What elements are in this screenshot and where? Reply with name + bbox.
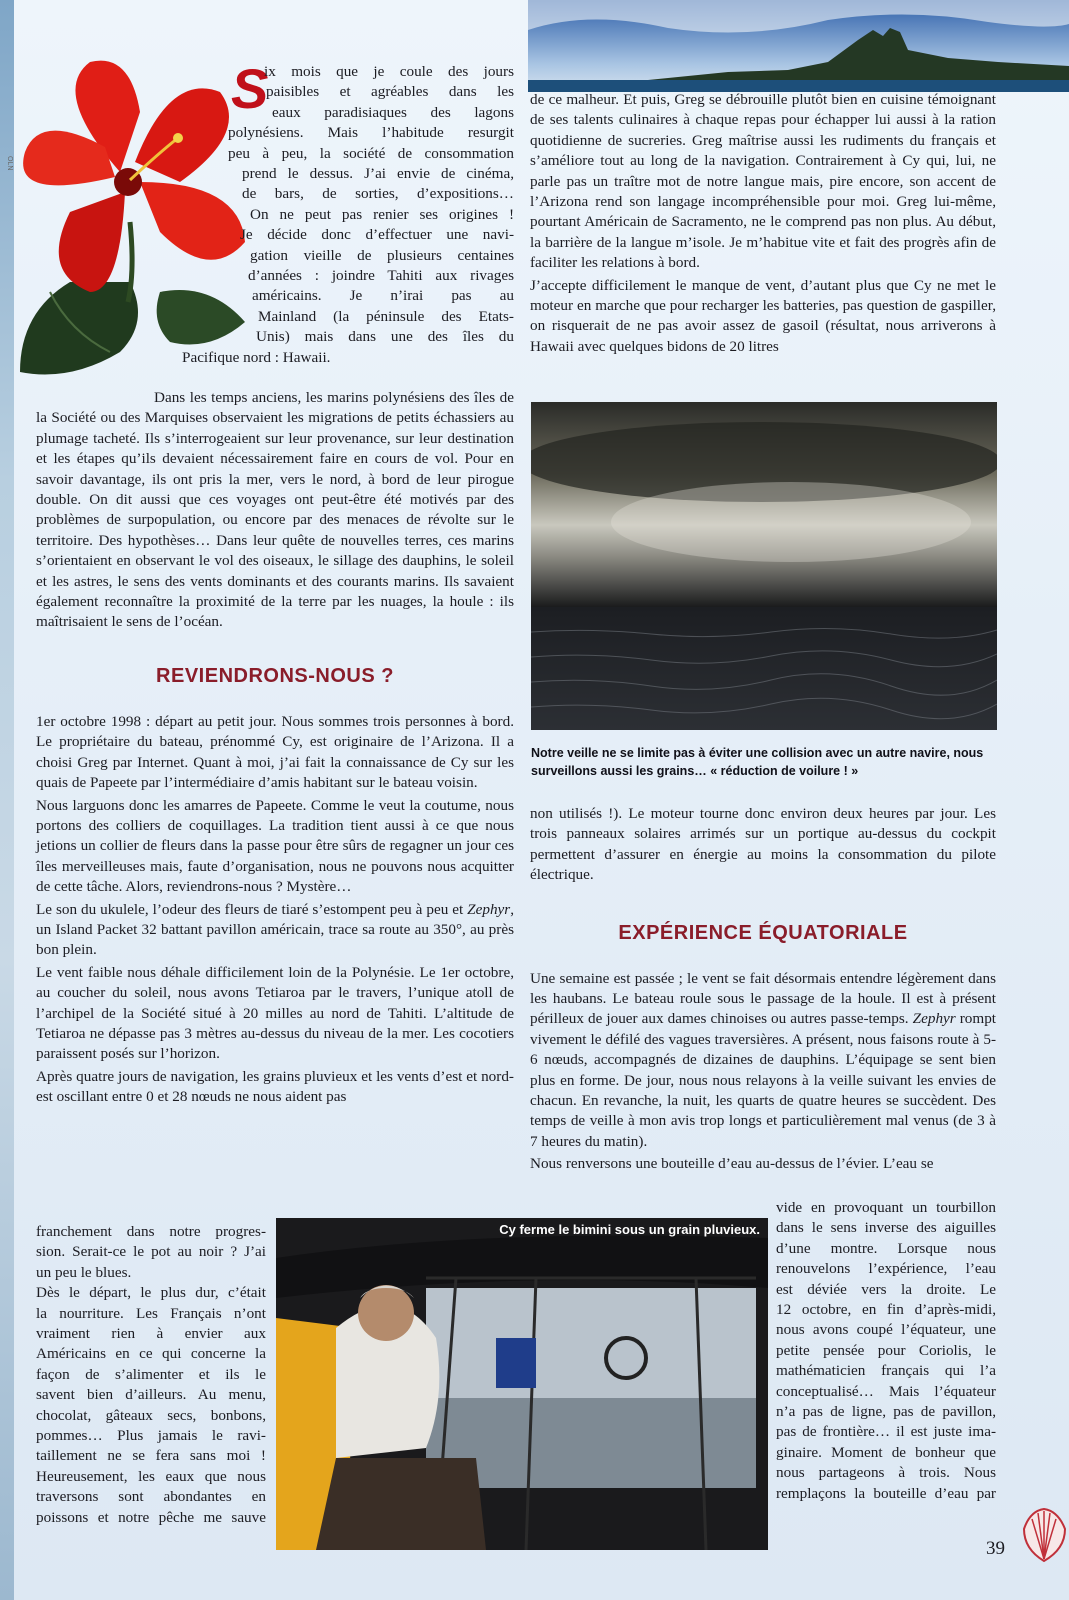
- text-line: renouvelons l’expérience, l’eau: [776, 1260, 996, 1278]
- text-line: On ne peut pas renier ses origines !: [250, 205, 514, 223]
- paragraph-week-passed: [530, 969, 996, 1153]
- text-line: remplaçons la bouteille d’eau par: [776, 1484, 996, 1502]
- margin-mark: OLN: [6, 156, 13, 171]
- text-line: dans le sens inverse des aiguilles: [776, 1219, 996, 1237]
- text-line: mathématicien français qui l’a: [776, 1362, 996, 1380]
- text-line: Je décide donc d’effectuer une navi-: [240, 226, 514, 244]
- paragraph-departure: 1er octobre 1998 : départ au petit jour. Nous sommes trois personnes à bord. Le propriétaire du bateau, prénommé Cy, est originaire de l’Arizona. Il a choisi Greg par Internet. Quant à moi, j’ai fait la connaissance de Cy sur les quais de Papeete par l’intermédiaire d’amis habitant sur le bateau voisin.: [36, 712, 514, 792]
- text-line: polynésiens. Mais l’habitude resurgit: [228, 124, 514, 142]
- heading-reviendrons-nous: REVIENDRONS-NOUS ?: [156, 664, 394, 687]
- man-in-cockpit-photo: [276, 1218, 768, 1550]
- text-line: de bars, de sorties, d’expositions…: [242, 185, 514, 203]
- text-line: Mainland (la péninsule des Etats-: [258, 307, 514, 325]
- text-line: ginaire. Moment de bonheur que: [776, 1443, 996, 1461]
- text-line: petite pensée pour Coriolis, le: [776, 1341, 996, 1359]
- left-narrow-column: [36, 1222, 266, 1528]
- text-line: traversons sont abondantes en: [36, 1488, 266, 1506]
- text-line: Heureusement, les eaux que nous: [36, 1467, 266, 1485]
- text-line: franchement dans notre progres-: [36, 1223, 266, 1240]
- text-line: paisibles et agréables dans les: [266, 83, 514, 101]
- storm-photo-caption: Notre veille ne se limite pas à éviter une collision avec un autre navire, nous surveillons aussi les grains… « réduction de voilure ! »: [531, 746, 984, 778]
- text-line: pas de frontière… il est juste ima-: [776, 1423, 996, 1441]
- heading-experience-equatoriale: EXPÉRIENCE ÉQUATORIALE: [618, 921, 908, 944]
- text-fragment: Une semaine est passée ; le vent se fait désormais entendre légèrement dans les haubans. Le bateau roule sous le passage de la houle. Il est à présent périlleux de jouer aux dames chinoises ou autres passe-temps.: [530, 969, 996, 1028]
- page-number: 39: [986, 1538, 1005, 1559]
- text-fragment: , un Island Packet 32 battant pavillon américain, trace sa route au 350°, au près bon plein.: [36, 900, 514, 959]
- right-narrow-column: [776, 1198, 996, 1504]
- text-line: Américains en ce qui concerne la: [36, 1345, 266, 1363]
- text-line: eaux paradisiaques des lagons: [272, 103, 514, 121]
- text-line: gation vieille de plusieurs centaines: [250, 246, 514, 264]
- text-line: sion. Serait-ce le pot au noir ? J’ai: [36, 1243, 266, 1261]
- intro-lines: [36, 57, 514, 368]
- text-line: américains. Je n’irai pas au: [252, 287, 514, 305]
- text-line: façon de s’alimenter et ils le: [36, 1365, 266, 1383]
- text-line: la nourriture. Les Français n’ont: [36, 1304, 266, 1322]
- boat-name: Zephyr: [912, 1010, 956, 1028]
- text-line: ix mois que je coule des jours: [264, 63, 514, 80]
- paragraph-wind: J’accepte difficilement le manque de vent, d’autant plus que Cy ne met le moteur en marche que pour recharger les batteries, pas question de gaspiller, on risquerait de ne pas avoir assez de gasoil (résultat, nous arriverons à Hawaii avec quelques bidons de 20 litres: [530, 276, 996, 355]
- text-line: Unis) mais dans une des îles du: [256, 328, 514, 346]
- text-line: d’années : joindre Tahiti aux rivages: [248, 267, 514, 285]
- paragraph-ancient-sailors: Dans les temps anciens, les marins polynésiens des îles de la Société ou des Marquises observaient les migrations de petits échassiers au plumage tacheté. Ils s’interrogeaient sur leur provenance, sur leur destination et les étapes qu’ils devaient nécessairement faire en cours de vol. Pour en savoir davantage, ils ont pris la mer, vers le nord, à bord de leur pirogue double. On dit aussi que ces voyages ont peut-être été motivés par des problèmes de surpopulation, ou encore par des menaces de révolte sur le territoire. Des hypothèses… Dans leur quête de nouvelles terres, ces marins s’orientaient en observant le vol des oiseaux, le sillage des dauphins, le soleil et les astres, le sens des vents dominants et des courants marins. Ils savaient également reconnaître la proximité de la terre par les nuages, la houle : ils maîtrisaient le sens de l’océan.: [36, 389, 514, 631]
- right-column-lower: [530, 804, 996, 1177]
- text-line: Pacifique nord : Hawaii.: [182, 348, 331, 366]
- drop-cap: S: [231, 57, 269, 120]
- text-line: savent bien d’ailleurs. Au menu,: [36, 1386, 266, 1404]
- paragraph-ukulele: [36, 900, 514, 961]
- text-line: vraiment rien à envier aux: [36, 1325, 266, 1343]
- text-line: vide en provoquant un tourbillon: [776, 1199, 996, 1216]
- text-line: d’une montre. Lorsque nous: [776, 1239, 996, 1257]
- cockpit-photo-caption: Cy ferme le bimini sous un grain pluvieux.: [499, 1222, 760, 1237]
- text-line: prend le dessus. J’ai envie de cinéma,: [242, 165, 514, 183]
- text-fragment: rompt vivement le défilé des vagues traversières. A présent, nous faisons route à 5-6 nœuds, accompagnés de dizaines de dauphins. L’équipage se sent bien plus en forme. De jour, nous nous relayons à la veille suivant les envies de chacun. En revanche, la nuit, les quarts de quatre heures se succèdent. Des temps de veille à mon avis trop longs et particulièrement mal venus (de 3 à 7 heures du matin).: [530, 1010, 997, 1150]
- island-landscape-photo: [528, 0, 1069, 92]
- text-line: pommes… Plus jamais le ravi-: [36, 1427, 266, 1445]
- text-line: poissons et notre pêche me sauve: [36, 1508, 266, 1526]
- paragraph-greg-cooking: de ce malheur. Et puis, Greg se débrouille plutôt bien en cuisine témoignant de ses talents culinaires à chaque repas pour échapper lui aussi à la ration quotidienne de sucreries. Greg maîtrise aussi les rudiments du français et s’améliore tout au long de la navigation. Contrairement à Cy qui, lui, ne parle pas un traître mot de notre langue mais, pire encore, son accent de l’Arizona rend son langage incompréhensible pour moi. Greg lui-même, pourtant Américain de Sacramento, ne le comprend pas non plus. Au début, la barrière de la langue m’isole. Je m’habitue vite et fait des progrès afin de faciliter les relations à bord.: [530, 91, 996, 272]
- text-fragment: Le son du ukulele, l’odeur des fleurs de tiaré s’estompent peu à peu et: [36, 900, 468, 918]
- paragraph-water-bottle: Nous renversons une bouteille d’eau au-dessus de l’évier. L’eau se: [530, 1155, 934, 1173]
- paragraph-rain-squalls: Après quatre jours de navigation, les grains pluvieux et les vents d’est et nord-est oscillant entre 0 et 28 nœuds ne nous aident pas: [36, 1067, 514, 1106]
- text-line: nous partageons à trois. Nous: [776, 1464, 996, 1482]
- text-line: n’a pas de ligne, pas de pavillon,: [776, 1403, 996, 1421]
- right-column: [530, 90, 996, 359]
- paragraph-tetiaroa: Le vent faible nous déhale difficilement loin de la Polynésie. Le 1er octobre, au coucher du soleil, nous avons Tetiaroa par le travers, l’unique atoll de l’archipel de la Société situé à 20 milles au nord de Tahiti. L’altitude de Tetiaroa ne dépasse pas 3 mètres au-dessus du niveau de la mer. Les cocotiers paraissent posés sur l’horizon.: [36, 963, 514, 1063]
- left-column: [36, 388, 514, 1110]
- text-line: Dès le départ, le plus dur, c’était: [36, 1284, 266, 1302]
- seashell-icon: [1020, 1505, 1069, 1565]
- text-line: chocolat, gâteaux secs, bonbons,: [36, 1406, 266, 1424]
- cockpit-photo-image: [276, 1218, 768, 1550]
- text-line: peu à peu, la société de consommation: [228, 144, 514, 162]
- text-line: conceptualisé… Mais l’équateur: [776, 1382, 996, 1400]
- text-line: un peu le blues.: [36, 1263, 132, 1281]
- paragraph-engine: non utilisés !). Le moteur tourne donc environ deux heures par jour. Les trois panneaux solaires arrimés sur un portique au-dessus du cockpit permettent d’assurer en énergie au moins la consommation du pilote électrique.: [530, 805, 996, 884]
- paragraph-papeete: Nous larguons donc les amarres de Papeete. Comme le veut la coutume, nous portons des colliers de coquillages. La tradition tient aussi à ce que nous jetions un collier de fleurs dans la passe pour être sûrs de regagner un jour ces îles merveilleuses mais, faute d’organisation, nous ne pouvons nous acquitter de cette tâche. Alors, reviendrons-nous ? Mystère…: [36, 796, 514, 896]
- text-line: 12 octobre, en fin d’après-midi,: [776, 1301, 996, 1319]
- boat-name: Zephyr: [467, 900, 511, 918]
- text-line: nous avons coupé l’équateur, une: [776, 1321, 996, 1339]
- text-line: taillement ne se fera sans moi !: [36, 1447, 266, 1465]
- storm-over-sea-photo: [531, 402, 997, 730]
- text-line: est déviée vers la droite. Le: [776, 1280, 996, 1298]
